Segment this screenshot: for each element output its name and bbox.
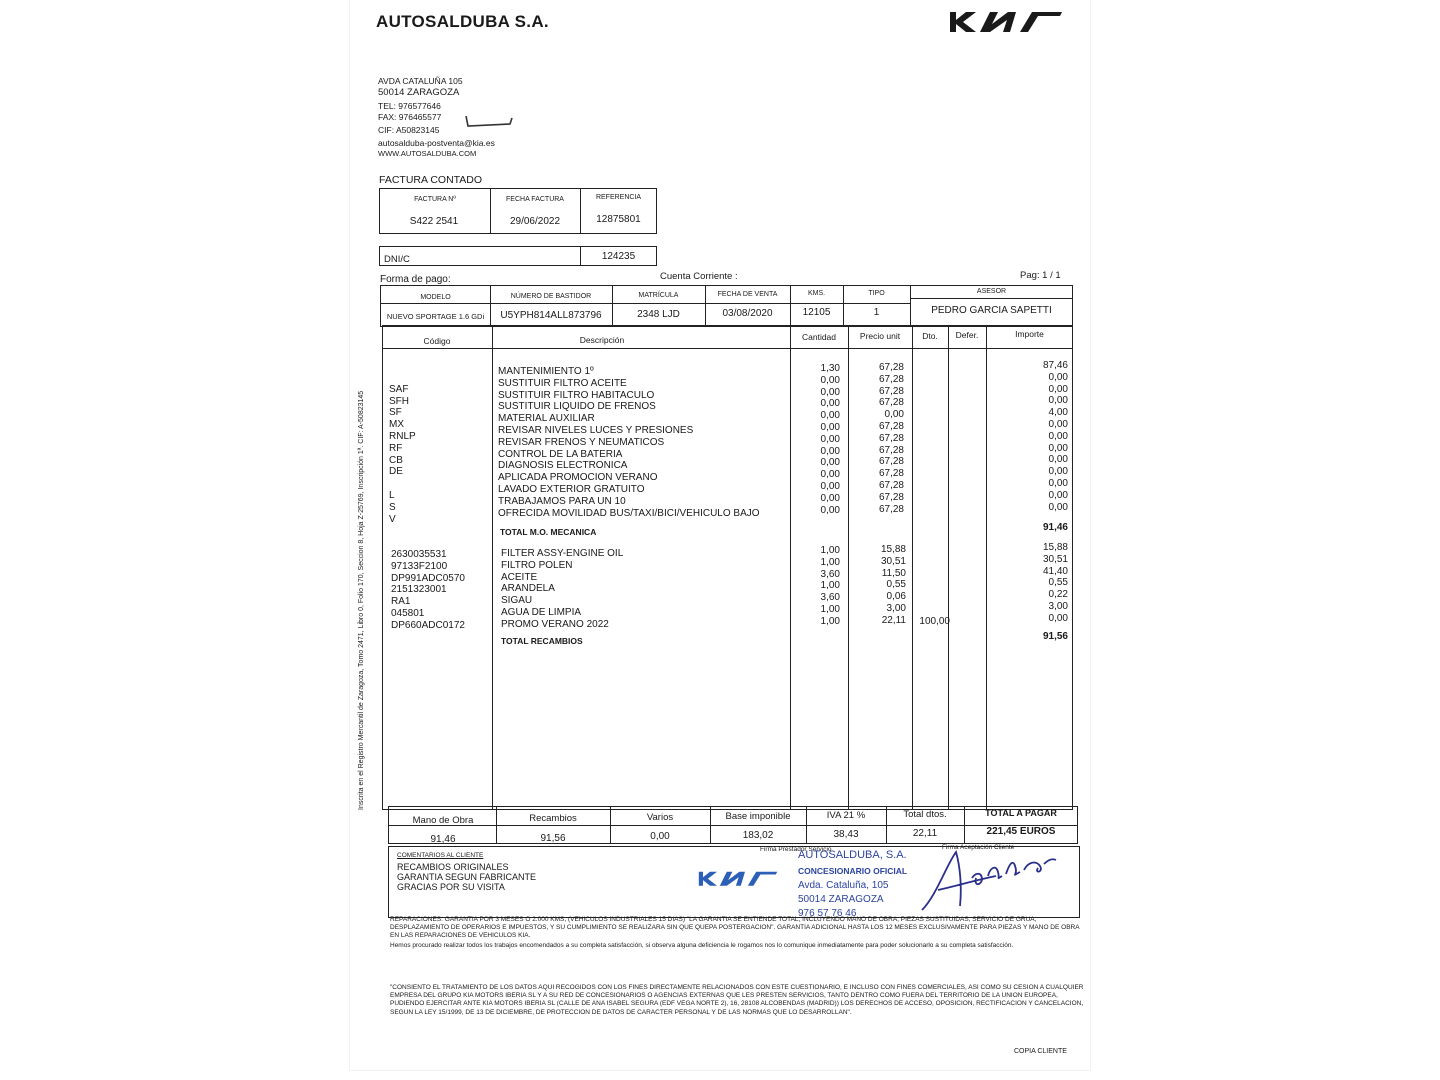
part-code: 2151323001 xyxy=(391,584,447,596)
divider xyxy=(910,298,1073,299)
part-description: FILTER ASSY-ENGINE OIL xyxy=(501,548,624,559)
vehicle-model: NUEVO SPORTAGE 1.6 GDi xyxy=(386,312,485,321)
part-unit-price: 30,51 xyxy=(880,555,906,567)
invoice-date: 29/06/2022 xyxy=(509,216,561,227)
parts-total-label: TOTAL RECAMBIOS xyxy=(501,636,583,646)
line-code: SF xyxy=(389,407,402,419)
vehicle-header-kms: KMS. xyxy=(807,290,826,297)
line-amount: 0,00 xyxy=(1048,489,1068,501)
vehicle-plate: 2348 LJD xyxy=(637,309,680,320)
line-code: RF xyxy=(389,442,403,454)
line-description: CONTROL DE LA BATERIA xyxy=(498,448,623,460)
part-unit-price: 0,06 xyxy=(886,591,906,603)
labour-total-label: TOTAL M.O. MECANICA xyxy=(500,527,597,537)
line-quantity: 0,00 xyxy=(820,492,840,504)
line-amount: 0,00 xyxy=(1048,478,1068,489)
totals-header-base: Base imponible xyxy=(725,811,791,822)
total-parts: 91,56 xyxy=(540,833,566,844)
stamp-line-4: 50014 ZARAGOZA xyxy=(798,894,884,905)
part-code: DP660ADC0172 xyxy=(391,619,465,631)
line-unit-price: 0,00 xyxy=(884,409,904,421)
part-description: ARANDELA xyxy=(501,583,555,595)
totals-header-vat: IVA 21 % xyxy=(826,810,866,821)
comment-line-1: RECAMBIOS ORIGINALES xyxy=(397,862,509,872)
part-code: 045801 xyxy=(391,608,425,619)
account-label: Cuenta Corriente : xyxy=(660,271,738,282)
part-quantity: 1,00 xyxy=(820,604,840,615)
line-amount: 0,00 xyxy=(1048,371,1068,383)
stamp-line-3: Avda. Cataluña, 105 xyxy=(798,880,889,891)
vehicle-header-vin: NÚMERO DE BASTIDOR xyxy=(510,293,592,300)
lines-table xyxy=(382,325,1073,810)
line-quantity: 0,00 xyxy=(820,457,840,469)
invoice-type: FACTURA CONTADO xyxy=(379,174,483,186)
line-description: DIAGNOSIS ELECTRONICA xyxy=(498,460,628,472)
tel: TEL: 976577646 xyxy=(378,101,441,111)
part-amount: 0,55 xyxy=(1048,577,1068,589)
provider-signature-label: Firma Prestador Servicio xyxy=(760,846,832,853)
line-code: MX xyxy=(389,419,404,431)
part-description: FILTRO POLEN xyxy=(501,559,573,571)
line-unit-price: 67,28 xyxy=(878,397,904,409)
invoice-number: S422 2541 xyxy=(409,216,459,227)
part-amount: 30,51 xyxy=(1042,553,1068,565)
legal-repairs: REPARACIONES: GARANTIA POR 3 MESES O 2.000 KMS, (VEHICULOS INDUSTRIALES 15 DIAS) "LA GARANTIA SE ENTIENDE TOTAL, INCLUYENDO MANO DE OBRA, PIEZAS SUSTITUIDAS, SERVICIO DE GRUA, DESPLAZAMIENTO DE OPERARIOS E IMPUESTOS, Y SU CUMPLIMIENTO SE REALIZARA SIN QUE QUEPA POSTERGACION". GARANTIA ADICIONAL HASTA LOS 12 MESES EXCLUSIVAMENTE PARA PIEZAS Y MANO DE OBRA EN LAS REPARACIONES DE VEHICULOS KIA. xyxy=(390,916,1080,940)
line-description: SUSTITUIR FILTRO HABITACULO xyxy=(498,389,655,401)
part-code: DP991ADC0570 xyxy=(391,572,465,584)
address-line1: AVDA CATALUÑA 105 xyxy=(378,76,463,86)
invoice-number-label: FACTURA Nº xyxy=(414,196,456,203)
dni-label: DNI/C xyxy=(384,254,410,265)
part-quantity: 3,60 xyxy=(820,568,840,580)
part-amount: 15,88 xyxy=(1042,542,1068,553)
line-quantity: 1,30 xyxy=(820,363,840,374)
line-unit-price: 67,28 xyxy=(878,480,904,491)
registry-side-text: Inscrita en el Registro Mercantil de Zaragoza, Tomo 2471, Libro 0, Folio 170, Seccion 8, Hoja Z-25769, Inscripción 1ª. CIF: A-50823145 xyxy=(358,390,365,810)
line-code: SFH xyxy=(389,395,409,407)
line-description: SUSTITUIR LIQUIDO DE FRENOS xyxy=(498,401,656,413)
comment-line-3: GRACIAS POR SU VISITA xyxy=(397,882,505,892)
vehicle-advisor: PEDRO GARCIA SAPETTI xyxy=(931,305,1052,316)
part-amount: 0,22 xyxy=(1048,589,1068,601)
totals-header-total: TOTAL A PAGAR xyxy=(985,808,1057,818)
total-base: 183,02 xyxy=(742,830,774,841)
website: WWW.AUTOSALDUBA.COM xyxy=(378,149,477,158)
line-unit-price: 67,28 xyxy=(878,421,904,432)
line-quantity: 0,00 xyxy=(820,410,840,422)
vehicle-kms: 12105 xyxy=(802,307,831,318)
line-unit-price: 67,28 xyxy=(878,468,904,480)
total-discounts: 22,11 xyxy=(912,828,938,839)
labour-total-amount: 91,46 xyxy=(1042,522,1068,533)
part-amount: 41,40 xyxy=(1042,565,1068,577)
reference: 12875801 xyxy=(596,214,641,225)
line-unit-price: 67,28 xyxy=(878,456,904,468)
copy-label: COPIA CLIENTE xyxy=(1014,1048,1067,1055)
line-description: SUSTITUIR FILTRO ACEITE xyxy=(498,377,627,389)
totals-header-discounts: Total dtos. xyxy=(903,809,947,820)
vehicle-sale-date: 03/08/2020 xyxy=(722,308,773,319)
line-unit-price: 67,28 xyxy=(878,362,904,373)
line-description: OFRECIDA MOVILIDAD BUS/TAXI/BICI/VEHICULO BAJO xyxy=(498,507,760,519)
part-amount: 0,00 xyxy=(1048,612,1068,624)
part-description: ACEITE xyxy=(501,571,538,583)
line-code: RNLP xyxy=(389,431,416,442)
col-unit-price: Precio unit xyxy=(859,331,901,341)
part-code: RA1 xyxy=(391,596,411,608)
vehicle-header-advisor: ASESOR xyxy=(976,288,1007,295)
line-code: SAF xyxy=(389,383,409,395)
col-discount: Dto. xyxy=(922,331,938,341)
divider xyxy=(986,325,987,810)
line-amount: 0,00 xyxy=(1048,430,1068,442)
part-quantity: 1,00 xyxy=(820,545,840,556)
divider xyxy=(380,303,910,304)
line-description: TRABAJAMOS PARA UN 10 xyxy=(498,495,626,507)
parts-total-amount: 91,56 xyxy=(1042,631,1068,642)
comments-title: COMENTARIOS AL CLIENTE xyxy=(397,852,484,859)
line-amount: 87,46 xyxy=(1042,360,1068,371)
invoice-date-label: FECHA FACTURA xyxy=(506,196,564,203)
line-quantity: 0,00 xyxy=(820,504,840,516)
line-quantity: 0,00 xyxy=(820,445,840,457)
part-discount: 100,00 xyxy=(919,615,950,627)
line-unit-price: 67,28 xyxy=(878,432,904,444)
divider xyxy=(948,325,949,810)
client-signature-label: Firma Aceptación Cliente xyxy=(942,844,1015,851)
stamp-line-1: AUTOSALDUBA, S.A. xyxy=(798,849,907,861)
line-code: L xyxy=(389,490,395,501)
vehicle-type: 1 xyxy=(873,307,880,318)
client-code: 124235 xyxy=(601,251,636,262)
part-unit-price: 0,55 xyxy=(886,579,906,591)
line-quantity: 0,00 xyxy=(820,374,840,386)
totals-header-misc: Varios xyxy=(646,812,674,823)
part-quantity: 1,00 xyxy=(820,556,840,568)
col-quantity: Cantidad xyxy=(801,332,837,342)
part-quantity: 1,00 xyxy=(820,615,840,627)
line-amount: 4,00 xyxy=(1048,407,1068,419)
total-misc: 0,00 xyxy=(650,831,670,842)
line-description: APLICADA PROMOCION VERANO xyxy=(498,472,658,484)
total-to-pay: 221,45 EUROS xyxy=(986,826,1056,837)
line-quantity: 0,00 xyxy=(820,481,840,492)
col-amount: Importe xyxy=(1015,329,1044,339)
payment-label: Forma de pago: xyxy=(380,274,451,285)
fax: FAX: 976465577 xyxy=(378,112,442,122)
total-vat: 38,43 xyxy=(833,829,859,840)
part-code: 2630035531 xyxy=(391,549,447,560)
line-quantity: 0,00 xyxy=(820,469,840,481)
vehicle-vin: U5YPH814ALL873796 xyxy=(500,310,602,321)
part-quantity: 1,00 xyxy=(820,580,840,592)
line-amount: 0,00 xyxy=(1048,442,1068,454)
line-code: DE xyxy=(389,466,403,478)
company-name: AUTOSALDUBA S.A. xyxy=(376,12,549,31)
line-unit-price: 67,28 xyxy=(878,385,904,397)
vehicle-header-plate: MATRÍCULA xyxy=(638,292,679,299)
line-amount: 0,00 xyxy=(1048,501,1068,513)
part-quantity: 3,60 xyxy=(820,592,840,604)
line-description: REVISAR NIVELES LUCES Y PRESIONES xyxy=(498,425,694,436)
col-description: Descripción xyxy=(579,335,625,345)
comment-line-2: GARANTIA SEGUN FABRICANTE xyxy=(397,872,537,882)
line-quantity: 0,00 xyxy=(820,398,840,410)
reference-label: REFERENCIA xyxy=(595,194,642,201)
vehicle-header-sale-date: FECHA DE VENTA xyxy=(717,291,778,298)
line-quantity: 0,00 xyxy=(820,433,840,445)
email: autosalduba-postventa@kia.es xyxy=(378,138,495,148)
totals-header-labour: Mano de Obra xyxy=(412,815,474,826)
cif: CIF: A50823145 xyxy=(378,125,440,135)
part-description: PROMO VERANO 2022 xyxy=(501,618,609,630)
line-description: LAVADO EXTERIOR GRATUITO xyxy=(498,484,645,495)
legal-privacy: "CONSIENTO EL TRATAMIENTO DE LOS DATOS AQUI RECOGIDOS CON LOS FINES DIRECTAMENTE RELACIONADOS CON ESTE CUESTIONARIO, E INCLUSO CON FINES COMERCIALES, ASI COMO SU CESION A CUALQUIER EMPRESA DEL GRUPO KIA MOTORS IBERIA SL Y A SU RED DE CONCESIONARIOS O AGENCIAS EXTERNAS QUE LES PRESTEN SERVICIOS, TANTO DENTRO COMO FUERA DEL TERRITORIO DE LA UNION EUROPEA, PUDIENDO EJERCITAR ANTE KIA MOTORS IBERIA SL (CALLE DE ANA ISABEL SEGURA (EDF VEGA NORTE 2), 16, 28108 ALCOBENDAS (MADRID)) LOS DERECHOS DE ACCESO, OPOSICION, RECTIFICACION Y CANCELACION, SEGUN LA LEY 15/1999, DE 13 DE DICIEMBRE, DE PROTECCION DE DATOS DE CARACTER PERSONAL Y DE LAS NORMAS QUE LO DESARROLLAN". xyxy=(390,984,1084,1016)
part-amount: 3,00 xyxy=(1048,601,1068,612)
line-unit-price: 67,28 xyxy=(878,373,904,385)
col-code: Código xyxy=(423,336,451,346)
divider xyxy=(912,325,913,810)
legal-satisfaction: Hemos procurado realizar todos los trabajos encomendados a su completa satisfacción, si observa alguna deficiencia le rogamos nos lo comunique inmediatamente para poder solucionarlo a su completa satisfacción. xyxy=(390,942,1014,949)
part-description: AGUA DE LIMPIA xyxy=(501,607,582,618)
line-code: S xyxy=(389,501,396,513)
pen-mark xyxy=(462,112,516,130)
divider xyxy=(382,348,1073,349)
stamp-line-5: 976 57 76 46 xyxy=(798,908,857,919)
col-deferred: Defer. xyxy=(955,330,979,340)
line-unit-price: 67,28 xyxy=(878,503,904,515)
vehicle-header-model: MODELO xyxy=(420,294,451,301)
line-description: MANTENIMIENTO 1º xyxy=(498,366,594,377)
divider xyxy=(492,325,493,810)
line-amount: 0,00 xyxy=(1048,395,1068,407)
totals-header-parts: Recambios xyxy=(529,813,577,824)
total-labour: 91,46 xyxy=(430,834,456,845)
line-amount: 0,00 xyxy=(1048,466,1068,478)
address-line2: 50014 ZARAGOZA xyxy=(378,87,460,98)
line-code: CB xyxy=(389,454,403,466)
kia-stamp-logo xyxy=(696,866,780,895)
line-description: MATERIAL AUXILIAR xyxy=(498,413,595,425)
line-amount: 0,00 xyxy=(1048,383,1068,395)
line-description: REVISAR FRENOS Y NEUMATICOS xyxy=(498,436,665,448)
part-code: 97133F2100 xyxy=(391,560,448,572)
line-code: V xyxy=(389,513,396,525)
line-quantity: 0,00 xyxy=(820,386,840,398)
part-unit-price: 15,88 xyxy=(880,544,906,555)
part-description: SIGAU xyxy=(501,595,533,607)
part-unit-price: 3,00 xyxy=(886,603,906,614)
part-unit-price: 22,11 xyxy=(881,614,906,626)
page-number: Pag: 1 / 1 xyxy=(1020,270,1061,281)
line-unit-price: 67,28 xyxy=(878,491,904,503)
line-amount: 0,00 xyxy=(1048,454,1068,466)
client-signature xyxy=(916,846,1066,916)
line-unit-price: 67,28 xyxy=(878,444,904,456)
vehicle-header-type: TIPO xyxy=(868,290,885,297)
stamp-line-2: CONCESIONARIO OFICIAL xyxy=(798,866,908,876)
line-quantity: 0,00 xyxy=(820,422,840,433)
kia-logo xyxy=(946,8,1066,39)
divider xyxy=(490,188,491,234)
line-amount: 0,00 xyxy=(1048,419,1068,430)
part-unit-price: 11,50 xyxy=(881,567,906,579)
